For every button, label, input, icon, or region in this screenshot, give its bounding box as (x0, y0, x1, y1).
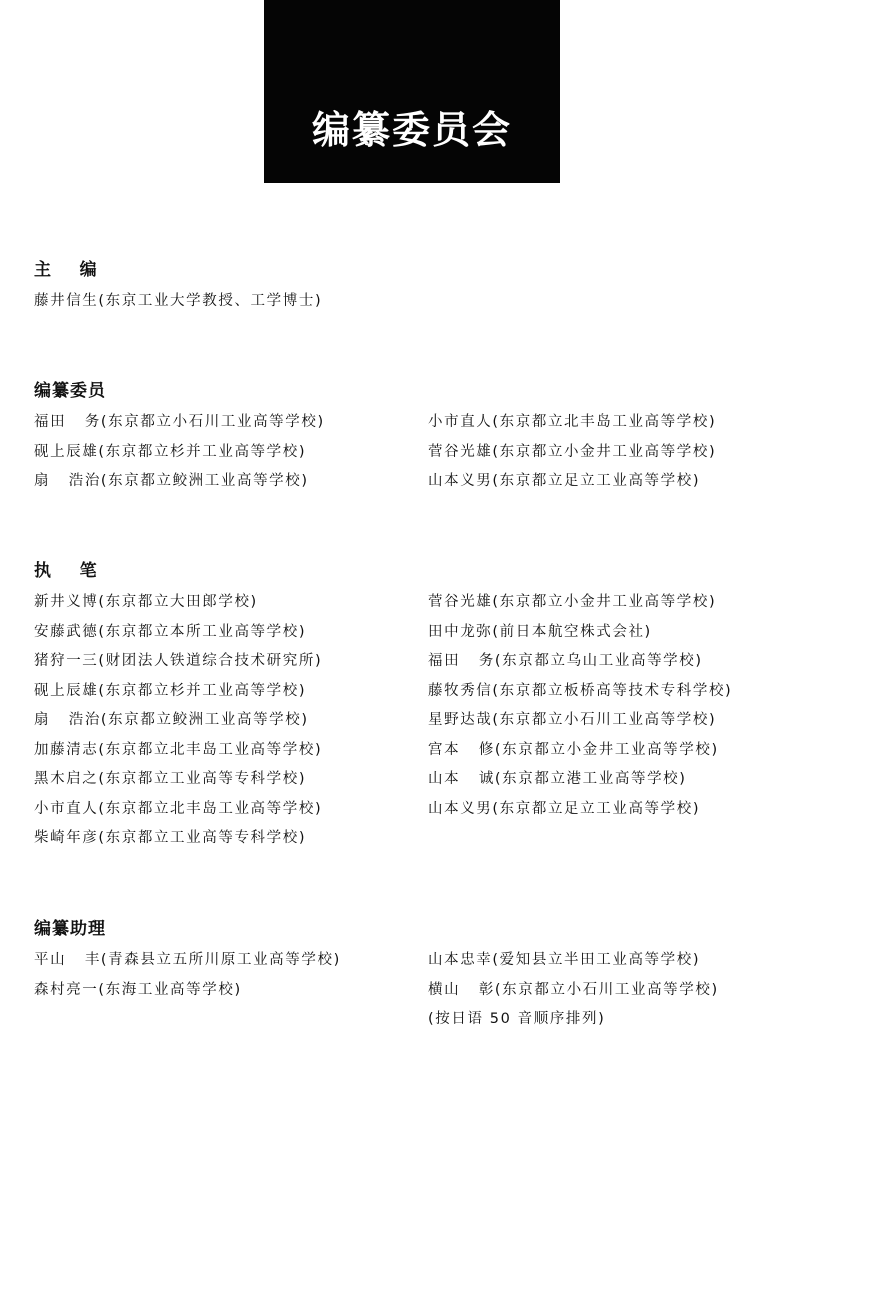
section-heading-committee: 编纂委员 (34, 381, 106, 401)
list-item: 森村亮一(东海工业高等学校) (34, 981, 242, 998)
list-item: 横山 彰(东京都立小石川工业高等学校) (428, 981, 719, 998)
list-item: 星野达哉(东京都立小石川工业高等学校) (428, 712, 717, 728)
list-item: 田中龙弥(前日本航空株式会社) (428, 623, 652, 640)
committee-right-column (428, 408, 716, 497)
list-item: 小市直人(东京都立北丰岛工业高等学校) (428, 414, 717, 430)
list-item: 加藤清志(东京都立北丰岛工业高等学校) (34, 741, 323, 758)
list-item: 扇 浩治(东京都立鲛洲工业高等学校) (34, 712, 309, 728)
list-item: 菅谷光雄(东京都立小金井工业高等学校) (428, 594, 717, 610)
chief-editor-name: 藤井信生(东京工业大学教授、工学博士) (34, 293, 323, 309)
section-assistants (34, 918, 834, 1027)
writers-right-column (428, 588, 732, 824)
list-item: 菅谷光雄(东京都立小金井工业高等学校) (428, 443, 717, 460)
list-item: 山本忠幸(爱知县立半田工业高等学校) (428, 952, 701, 968)
section-heading-writers: 执 笔 (34, 561, 98, 581)
list-item: 柴崎年彦(东京都立工业高等专科学校) (34, 830, 307, 846)
list-item: 福田 务(东京都立小石川工业高等学校) (34, 414, 325, 430)
list-item: 砚上辰雄(东京都立杉并工业高等学校) (34, 682, 307, 699)
list-item: 小市直人(东京都立北丰岛工业高等学校) (34, 800, 323, 817)
list-item: 宫本 修(东京都立小金井工业高等学校) (428, 741, 719, 758)
list-item: 福田 务(东京都立乌山工业高等学校) (428, 653, 703, 669)
list-item: 扇 浩治(东京都立鲛洲工业高等学校) (34, 473, 309, 489)
list-item: 新井义博(东京都立大田郎学校) (34, 594, 258, 610)
title-banner (264, 0, 560, 183)
writers-left-column (34, 588, 322, 854)
section-heading-assistants: 编纂助理 (34, 919, 106, 939)
section-heading-chief-editor: 主 编 (34, 260, 98, 280)
list-item: 山本义男(东京都立足立工业高等学校) (428, 800, 701, 817)
list-item: 藤牧秀信(东京都立板桥高等技术专科学校) (428, 682, 733, 699)
list-item: 平山 丰(青森县立五所川原工业高等学校) (34, 952, 341, 968)
page-title: 编纂委员会 (311, 108, 512, 152)
list-item: 猪狩一三(财团法人铁道综合技术研究所) (34, 653, 323, 669)
ordering-note: (按日语 50 音顺序排列) (428, 1011, 606, 1027)
list-item: 山本 诚(东京都立港工业高等学校) (428, 771, 687, 787)
list-item: 黑木启之(东京都立工业高等专科学校) (34, 771, 307, 787)
section-committee (34, 380, 834, 489)
assistants-right-column (428, 946, 719, 1035)
list-item: 安藤武德(东京都立本所工业高等学校) (34, 623, 307, 640)
committee-left-column (34, 408, 325, 497)
section-writers (34, 560, 834, 846)
section-chief-editor (34, 259, 834, 312)
list-item: 砚上辰雄(东京都立杉并工业高等学校) (34, 443, 307, 460)
list-item: 山本义男(东京都立足立工业高等学校) (428, 473, 701, 489)
assistants-left-column (34, 946, 341, 1005)
